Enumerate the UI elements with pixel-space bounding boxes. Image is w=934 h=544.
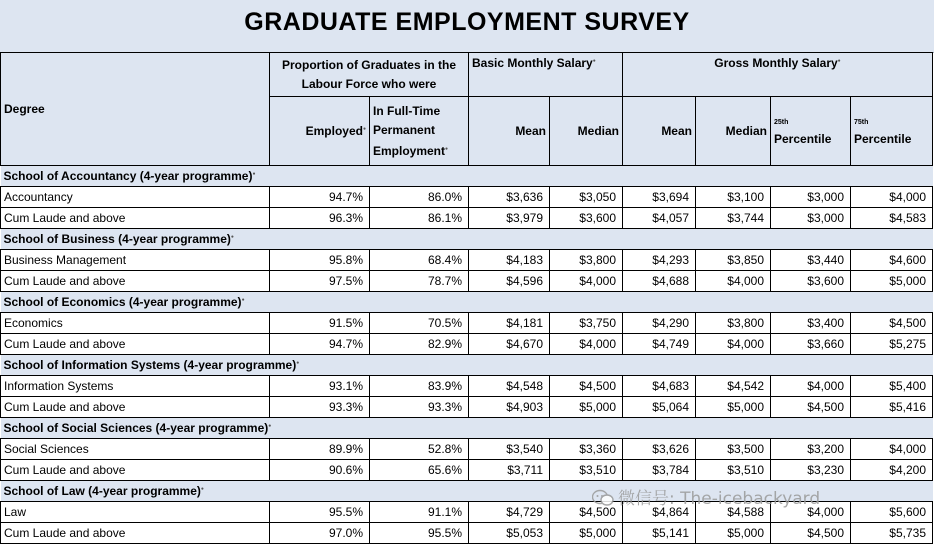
value-cell: $3,500 <box>696 439 771 460</box>
value-cell: $5,600 <box>851 502 933 523</box>
value-cell: $3,626 <box>623 439 696 460</box>
value-cell: $5,000 <box>696 523 771 544</box>
degree-cell: Business Management <box>1 250 270 271</box>
value-cell: 95.8% <box>270 250 370 271</box>
table-row <box>1 187 933 208</box>
value-cell: 65.6% <box>370 460 469 481</box>
value-cell: $4,670 <box>469 334 550 355</box>
value-cell: 86.0% <box>370 187 469 208</box>
value-cell: $4,000 <box>696 334 771 355</box>
header-row-1 <box>1 53 933 97</box>
value-cell: $4,588 <box>696 502 771 523</box>
value-cell: 97.5% <box>270 271 370 292</box>
value-cell: $4,548 <box>469 376 550 397</box>
value-cell: 68.4% <box>370 250 469 271</box>
value-cell: 93.3% <box>270 397 370 418</box>
value-cell: $4,688 <box>623 271 696 292</box>
basic-mean-header: Mean <box>469 97 550 166</box>
value-cell: 52.8% <box>370 439 469 460</box>
degree-cell: Cum Laude and above <box>1 523 270 544</box>
value-cell: $3,800 <box>550 250 623 271</box>
value-cell: $4,596 <box>469 271 550 292</box>
value-cell: $4,293 <box>623 250 696 271</box>
value-cell: $4,057 <box>623 208 696 229</box>
p75-header: $^{75th}$ Percentile <box>851 97 933 166</box>
value-cell: $4,500 <box>550 376 623 397</box>
section-row-school-of-economics-4-year-programme <box>1 292 933 313</box>
value-cell: $4,542 <box>696 376 771 397</box>
value-cell: $3,510 <box>550 460 623 481</box>
degree-cell: Accountancy <box>1 187 270 208</box>
value-cell: $4,200 <box>851 460 933 481</box>
section-title: School of Accountancy (4-year programme)● <box>1 166 933 187</box>
value-cell: $5,275 <box>851 334 933 355</box>
section-title: School of Economics (4-year programme)● <box>1 292 933 313</box>
value-cell: 93.3% <box>370 397 469 418</box>
section-row-school-of-social-sciences-4-year-programme <box>1 418 933 439</box>
degree-cell: Cum Laude and above <box>1 460 270 481</box>
basic-median-header: Median <box>550 97 623 166</box>
section-title: School of Information Systems (4-year programme)● <box>1 355 933 376</box>
degree-cell: Information Systems <box>1 376 270 397</box>
value-cell: $4,000 <box>696 271 771 292</box>
page-title: GRADUATE EMPLOYMENT SURVEY <box>244 8 690 36</box>
value-cell: 86.1% <box>370 208 469 229</box>
value-cell: $4,183 <box>469 250 550 271</box>
value-cell: $3,694 <box>623 187 696 208</box>
value-cell: 83.9% <box>370 376 469 397</box>
value-cell: 89.9% <box>270 439 370 460</box>
value-cell: $4,729 <box>469 502 550 523</box>
value-cell: $4,600 <box>851 250 933 271</box>
table-row <box>1 523 933 544</box>
value-cell: $5,064 <box>623 397 696 418</box>
value-cell: $4,000 <box>771 502 851 523</box>
value-cell: $3,540 <box>469 439 550 460</box>
value-cell: $5,000 <box>696 397 771 418</box>
gross-salary-group-header: Gross Monthly Salary● <box>623 53 933 97</box>
value-cell: $4,583 <box>851 208 933 229</box>
watermark: 微信号: The-icebackyard <box>592 484 820 509</box>
value-cell: 91.1% <box>370 502 469 523</box>
value-cell: $4,500 <box>771 523 851 544</box>
value-cell: 90.6% <box>270 460 370 481</box>
fulltime-header: In Full-Time Permanent Employment● <box>370 97 469 166</box>
table-row <box>1 250 933 271</box>
employed-header: Employed● <box>270 97 370 166</box>
value-cell: $4,290 <box>623 313 696 334</box>
value-cell: $3,800 <box>696 313 771 334</box>
degree-cell: Law <box>1 502 270 523</box>
value-cell: $4,000 <box>851 439 933 460</box>
proportion-group-header: Proportion of Graduates in the Labour Force who were <box>270 53 469 97</box>
table-row <box>1 376 933 397</box>
value-cell: $3,979 <box>469 208 550 229</box>
value-cell: 95.5% <box>270 502 370 523</box>
degree-cell: Economics <box>1 313 270 334</box>
degree-cell: Social Sciences <box>1 439 270 460</box>
gross-median-header: Median <box>696 97 771 166</box>
value-cell: 93.1% <box>270 376 370 397</box>
value-cell: $4,000 <box>550 334 623 355</box>
table-row <box>1 397 933 418</box>
value-cell: 91.5% <box>270 313 370 334</box>
degree-cell: Cum Laude and above <box>1 397 270 418</box>
section-row-school-of-information-systems-4-year-programme <box>1 355 933 376</box>
value-cell: 94.7% <box>270 187 370 208</box>
section-row-school-of-business-4-year-programme <box>1 229 933 250</box>
value-cell: 96.3% <box>270 208 370 229</box>
value-cell: $5,400 <box>851 376 933 397</box>
value-cell: $3,360 <box>550 439 623 460</box>
value-cell: $3,440 <box>771 250 851 271</box>
value-cell: 82.9% <box>370 334 469 355</box>
value-cell: $3,200 <box>771 439 851 460</box>
value-cell: 95.5% <box>370 523 469 544</box>
value-cell: $3,784 <box>623 460 696 481</box>
table-row <box>1 208 933 229</box>
value-cell: $5,000 <box>550 397 623 418</box>
section-title: School of Social Sciences (4-year programme)● <box>1 418 933 439</box>
value-cell: $5,000 <box>550 523 623 544</box>
value-cell: $4,000 <box>851 187 933 208</box>
value-cell: $3,600 <box>771 271 851 292</box>
value-cell: $4,181 <box>469 313 550 334</box>
section-title: School of Law (4-year programme)● <box>1 481 933 502</box>
value-cell: 97.0% <box>270 523 370 544</box>
value-cell: $4,500 <box>771 397 851 418</box>
value-cell: $5,053 <box>469 523 550 544</box>
value-cell: $5,000 <box>851 271 933 292</box>
value-cell: $4,903 <box>469 397 550 418</box>
value-cell: $4,864 <box>623 502 696 523</box>
value-cell: $3,230 <box>771 460 851 481</box>
value-cell: $4,000 <box>771 376 851 397</box>
gross-mean-header: Mean <box>623 97 696 166</box>
value-cell: $3,100 <box>696 187 771 208</box>
value-cell: $3,510 <box>696 460 771 481</box>
value-cell: $5,735 <box>851 523 933 544</box>
value-cell: $4,749 <box>623 334 696 355</box>
wechat-icon <box>592 489 614 507</box>
value-cell: $3,744 <box>696 208 771 229</box>
value-cell: $4,500 <box>550 502 623 523</box>
table-row <box>1 460 933 481</box>
employment-table <box>0 52 933 544</box>
value-cell: $3,000 <box>771 208 851 229</box>
value-cell: $3,750 <box>550 313 623 334</box>
value-cell: $3,660 <box>771 334 851 355</box>
table-row <box>1 313 933 334</box>
value-cell: $3,850 <box>696 250 771 271</box>
p25-header: $^{25th}$ Percentile <box>771 97 851 166</box>
degree-header: Degree <box>1 53 270 166</box>
value-cell: $5,141 <box>623 523 696 544</box>
value-cell: $3,400 <box>771 313 851 334</box>
value-cell: $3,711 <box>469 460 550 481</box>
value-cell: $3,050 <box>550 187 623 208</box>
degree-cell: Cum Laude and above <box>1 208 270 229</box>
value-cell: $4,000 <box>550 271 623 292</box>
table-row <box>1 334 933 355</box>
basic-salary-group-header: Basic Monthly Salary● <box>469 53 623 97</box>
degree-cell: Cum Laude and above <box>1 271 270 292</box>
table-row <box>1 271 933 292</box>
value-cell: $4,500 <box>851 313 933 334</box>
value-cell: 70.5% <box>370 313 469 334</box>
table-row <box>1 439 933 460</box>
value-cell: 78.7% <box>370 271 469 292</box>
value-cell: $3,600 <box>550 208 623 229</box>
value-cell: $5,416 <box>851 397 933 418</box>
value-cell: $3,000 <box>771 187 851 208</box>
value-cell: $4,683 <box>623 376 696 397</box>
value-cell: 94.7% <box>270 334 370 355</box>
value-cell: $3,636 <box>469 187 550 208</box>
degree-cell: Cum Laude and above <box>1 334 270 355</box>
section-title: School of Business (4-year programme)● <box>1 229 933 250</box>
section-row-school-of-accountancy-4-year-programme <box>1 166 933 187</box>
